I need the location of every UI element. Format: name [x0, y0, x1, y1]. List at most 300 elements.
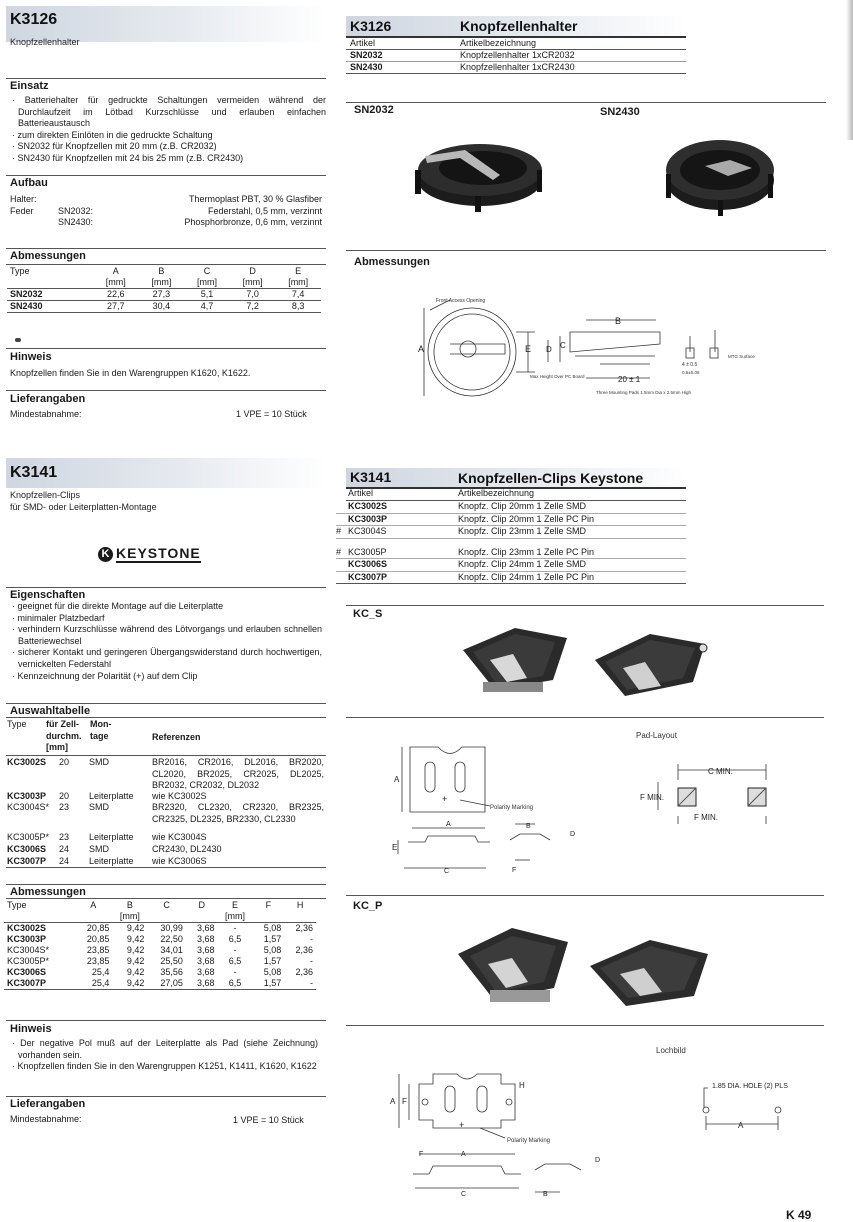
table-row — [4, 956, 316, 967]
aufbau-row — [10, 206, 322, 218]
table-header: B — [126, 900, 133, 910]
new-mark — [336, 501, 348, 513]
table-row — [7, 802, 325, 827]
table-header: D — [198, 900, 205, 910]
table-cell: 2,36 — [295, 923, 313, 933]
table-cell: - — [233, 945, 237, 955]
list-item: · Kennzeichnung der Polarität (+) auf dem Clip — [10, 671, 322, 683]
mounting-pads-label: Three Mounting Pads 1.5mm Dia x 2.5mm High — [596, 390, 692, 395]
table-cell: 25,4 — [91, 967, 110, 977]
list-item — [336, 514, 686, 527]
table-cell: 3,68 — [197, 945, 215, 955]
list-item — [336, 572, 686, 585]
divider — [346, 250, 826, 251]
table-cell: 23 — [59, 802, 70, 812]
table-row — [7, 844, 325, 856]
dim-a-label: A — [738, 1121, 744, 1130]
table-cell: KC3003P — [7, 791, 47, 801]
divider — [6, 175, 326, 176]
kc-p-clip-image — [450, 920, 715, 1010]
table-cell: 2,36 — [295, 967, 313, 977]
table-unit: [mm] — [151, 277, 172, 287]
hole-pattern-drawing — [690, 1078, 800, 1134]
k3141-subtitle-1: Knopfzellen-Clips — [10, 490, 81, 500]
table-cell: 9,42 — [126, 967, 145, 977]
table-cell: Leiterplatte — [89, 856, 134, 866]
table-row — [4, 900, 316, 911]
table-header: Type — [7, 900, 27, 910]
divider — [346, 73, 686, 74]
list-item — [336, 501, 686, 514]
list-item: · minimaler Platzbedarf — [10, 613, 322, 625]
kcs-label: KC_S — [353, 608, 383, 620]
k3141-code: K3141 — [10, 464, 58, 481]
table-header: Type — [10, 266, 30, 276]
k3126-liefer-label: Mindestabnahme: — [10, 409, 82, 419]
sn2032-holder-image — [405, 120, 555, 220]
dim-c-label: C — [444, 868, 450, 875]
table-cell: 5,08 — [263, 923, 282, 933]
k3141-liefer-label: Mindestabnahme: — [10, 1114, 82, 1124]
k3126-code: K3126 — [10, 11, 58, 28]
table-row — [4, 978, 316, 990]
list-item: · sicherer Kontakt und geringeren Übergangswiderstand durch hochwertigen, vernickelten Federstahl — [10, 647, 322, 670]
table-cell: Leiterplatte — [89, 791, 134, 801]
table-cell: KC3003P — [7, 934, 47, 944]
divider — [6, 390, 326, 391]
table-row — [7, 791, 325, 802]
table-cell: 24 — [59, 844, 70, 854]
k3126-aufbau-title: Aufbau — [10, 177, 48, 189]
table-cell: 7,0 — [246, 289, 259, 299]
k3141-eig-title: Eigenschaften — [10, 589, 86, 601]
dot-icon — [15, 338, 21, 342]
aufbau-label — [10, 217, 58, 229]
article-number: KC3002S — [348, 501, 388, 511]
table-cell: Leiterplatte — [89, 832, 134, 842]
table-cell: 1,57 — [263, 934, 282, 944]
table-cell: KC3006S — [7, 967, 47, 977]
ausw-head-montage: Mon-tage — [90, 719, 112, 741]
table-cell: 22,6 — [107, 289, 125, 299]
keystone-logo — [98, 545, 201, 563]
k3141-selection-table — [7, 757, 325, 868]
table-cell: 5,08 — [263, 967, 282, 977]
table-cell: KC3002S — [7, 923, 47, 933]
article-number: KC3004S — [348, 526, 387, 536]
aufbau-value: Phosphorbronze, 0,6 mm, verzinnt — [184, 217, 322, 228]
k3141-abm-title: Abmessungen — [10, 886, 86, 898]
table-header: D — [249, 266, 256, 276]
list-item: · SN2430 für Knopfzellen mit 24 bis 25 mm (z.B. CR2430) — [10, 153, 326, 165]
table-cell: KC3007P — [7, 856, 47, 866]
k3126-liefer-value: 1 VPE = 10 Stück — [236, 409, 307, 419]
divider — [346, 717, 824, 718]
front-access-label: Front Access Opening — [436, 298, 486, 304]
table-row — [4, 911, 316, 923]
table-cell: 9,42 — [126, 923, 145, 933]
table-row — [7, 277, 321, 289]
dim-four-label: 4 ± 0.5 — [682, 362, 698, 368]
table-cell: 23 — [59, 832, 70, 842]
divider — [6, 1096, 326, 1097]
k3141-eig-list — [10, 601, 322, 682]
article-description: Knopfz. Clip 24mm 1 Zelle PC Pin — [458, 571, 595, 582]
table-cell: 20,85 — [86, 923, 110, 933]
table-cell: 23,85 — [86, 956, 110, 966]
polarity-label: Polarity Marking — [507, 1138, 551, 1144]
table-cell: 1,57 — [263, 956, 282, 966]
table-header: E — [232, 900, 239, 910]
divider — [6, 348, 326, 349]
k3126-hinweis-text: Knopfzellen finden Sie in den Warengruppen K1620, K1622. — [10, 368, 251, 378]
table-cell: 24 — [59, 856, 70, 866]
table-cell: 23,85 — [86, 945, 110, 955]
table-cell: 3,68 — [197, 967, 215, 977]
table-cell: - — [310, 934, 313, 944]
aufbau-value: Federstahl, 0,5 mm, verzinnt — [207, 205, 322, 216]
list-item: · zum direkten Einlöten in die gedruckte Schaltung — [10, 130, 326, 142]
table-cell: 3,68 — [197, 978, 215, 988]
f-min-label: F MIN. — [640, 793, 664, 802]
table-cell: 9,42 — [126, 934, 145, 944]
table-cell: CR2430, DL2430 — [152, 844, 222, 854]
divider — [6, 587, 326, 588]
dim-e-label: E — [525, 344, 532, 354]
dim-d-label: D — [570, 831, 576, 838]
pad-layout-drawing — [636, 760, 796, 830]
list-item: · verhindern Kurzschlüsse während des Lötvorgangs und erlauben schnellen Batteriewechsel — [10, 624, 322, 647]
aufbau-row — [10, 217, 322, 229]
list-item: · Knopfzellen finden Sie in den Warengruppen K1251, K1411, K1620, K1622 — [10, 1061, 318, 1073]
table-cell: 27,3 — [152, 289, 171, 299]
new-mark: # — [336, 526, 342, 536]
k3126-right-code: K3126 — [350, 18, 392, 34]
k3141-liefer-title: Lieferangaben — [10, 1098, 86, 1110]
plus-icon: + — [459, 1120, 465, 1130]
table-cell: wie KC3006S — [152, 856, 207, 866]
dim-f-label: F — [419, 1151, 424, 1158]
list-item — [336, 526, 686, 539]
table-cell: KC3004S* — [7, 802, 50, 812]
table-cell: 20 — [59, 791, 70, 801]
table-unit — [147, 911, 185, 923]
scan-edge — [846, 0, 853, 140]
kc-p-dimension-drawing — [385, 1070, 605, 1200]
k3141-dimension-table — [4, 900, 316, 990]
table-cell: 34,01 — [160, 945, 183, 955]
divider — [346, 605, 824, 606]
table-unit: [mm] — [196, 277, 217, 287]
table-cell: KC3002S — [7, 757, 47, 767]
ausw-head-referenzen: Referenzen — [152, 732, 201, 742]
divider — [6, 78, 326, 79]
dim-c-label: C — [461, 1191, 467, 1198]
table-row — [7, 301, 321, 313]
dim-d-label: D — [546, 345, 552, 354]
mtg-surface-label: MTG Surface — [728, 354, 755, 359]
table-cell: 3,68 — [197, 956, 215, 966]
table-row — [7, 266, 321, 277]
aufbau-value: Thermoplast PBT, 30 % Glasfiber — [188, 194, 322, 204]
plus-icon: + — [442, 794, 448, 804]
aufbau-sub — [58, 194, 118, 206]
dim-a-label: A — [461, 1151, 466, 1158]
k3126-subtitle: Knopfzellenhalter — [10, 37, 80, 47]
k3126-abm-title: Abmessungen — [10, 250, 86, 262]
table-cell: - — [310, 978, 313, 988]
divider — [6, 717, 326, 718]
list-item: · Der negative Pol muß auf der Leiterplatte als Pad (siehe Zeichnung) vorhanden sein. — [10, 1038, 318, 1061]
k3141-right-code: K3141 — [350, 469, 392, 485]
table-cell: 9,42 — [126, 956, 145, 966]
article-number: KC3007P — [348, 571, 388, 582]
table-cell: 25,4 — [91, 978, 110, 988]
table-row — [4, 945, 316, 956]
table-cell: 20 — [59, 757, 70, 767]
table-header: C — [203, 266, 211, 276]
hole-label: 1.85 DIA. HOLE (2) PLS — [712, 1083, 788, 1090]
lochbild-caption: Lochbild — [656, 1046, 686, 1055]
dim-a-label: A — [390, 1097, 396, 1106]
k3141-subtitle-2: für SMD- oder Leiterplatten-Montage — [10, 502, 157, 512]
k3141-art-head-1: Artikel — [348, 488, 374, 498]
table-row — [4, 967, 316, 978]
list-item — [336, 547, 686, 560]
k3126-art-head-1: Artikel — [350, 38, 376, 48]
dim-f-label: F — [402, 1097, 407, 1106]
table-cell: SMD — [89, 802, 109, 812]
dim-b-label: B — [526, 823, 531, 830]
divider — [346, 1025, 824, 1026]
ausw-head-diameter: für Zell-durchm. [mm] — [46, 719, 82, 753]
new-mark — [336, 572, 348, 584]
table-header: H — [296, 900, 304, 910]
aufbau-label: Halter: — [10, 194, 37, 204]
article-number: SN2032 — [350, 50, 383, 60]
article-description: Knopfz. Clip 20mm 1 Zelle PC Pin — [458, 513, 595, 524]
divider — [346, 895, 824, 896]
k3126-dimension-table — [7, 266, 321, 313]
dim-f-label: F — [512, 867, 517, 874]
k3126-liefer-title: Lieferangaben — [10, 393, 86, 405]
table-cell: SMD — [89, 757, 109, 767]
k3141-hinweis-list — [10, 1038, 318, 1073]
table-cell: 4,7 — [200, 301, 214, 311]
k3141-right-title: Knopfzellen-Clips Keystone — [458, 470, 644, 486]
keystone-logo-icon: K — [98, 547, 113, 562]
kc-s-dimension-drawing — [390, 742, 590, 877]
sn2430-holder-image — [660, 128, 780, 223]
table-cell: 1,57 — [263, 978, 282, 988]
k3126-art-head-2: Artikelbezeichnung — [460, 38, 537, 48]
table-header: A — [112, 266, 119, 276]
k3126-hinweis-title: Hinweis — [10, 351, 52, 363]
article-description: Knopfz. Clip 23mm 1 Zelle SMD — [458, 526, 587, 536]
article-description: Knopfz. Clip 23mm 1 Zelle PC Pin — [458, 546, 595, 557]
table-cell: 25,50 — [160, 956, 183, 966]
k3141-article-list — [336, 501, 686, 584]
table-cell: KC3005P* — [7, 956, 50, 966]
kc-s-clip-image — [455, 620, 725, 700]
k3126-dimension-drawing — [410, 292, 780, 417]
table-unit — [186, 911, 218, 923]
divider — [6, 703, 326, 704]
table-cell: 8,3 — [291, 301, 305, 311]
list-item: · geeignet für die direkte Montage auf die Leiterplatte — [10, 601, 322, 613]
aufbau-sub: SN2032: — [58, 205, 94, 216]
table-cell: 5,1 — [200, 289, 214, 299]
article-number: KC3006S — [348, 559, 388, 569]
table-cell: 5,08 — [263, 945, 282, 955]
divider — [6, 884, 326, 885]
article-description: Knopfz. Clip 20mm 1 Zelle SMD — [458, 501, 587, 511]
article-number: SN2430 — [350, 62, 383, 72]
list-item — [336, 559, 686, 572]
table-cell: BR2320, CL2320, CR2320, BR2325, CR2325, DL2325, BR2330, CL2330 — [152, 802, 324, 824]
divider — [6, 1020, 326, 1021]
table-row — [7, 757, 325, 791]
k3141-hinweis-title: Hinweis — [10, 1023, 52, 1035]
new-mark — [336, 514, 348, 526]
table-cell: 9,42 — [126, 978, 145, 988]
table-unit: [mm] — [225, 911, 246, 921]
divider — [6, 248, 326, 249]
pad-layout-caption: Pad-Layout — [636, 731, 677, 740]
divider — [6, 867, 326, 868]
page-number: K 49 — [786, 1208, 812, 1222]
table-row — [7, 832, 325, 844]
table-cell: 7,4 — [291, 289, 305, 299]
table-cell: wie KC3004S — [152, 832, 207, 842]
table-cell: - — [233, 923, 237, 933]
polarity-label: Polarity Marking — [490, 805, 534, 811]
table-cell: wie KC3002S — [152, 791, 207, 801]
table-cell: KC3006S — [7, 844, 47, 854]
k3126-aufbau — [10, 194, 322, 229]
k3126-einsatz-title: Einsatz — [10, 80, 49, 92]
article-description: Knopfz. Clip 24mm 1 Zelle SMD — [458, 559, 587, 569]
divider — [346, 102, 826, 103]
dim-e-label: E — [392, 843, 398, 852]
table-cell: 27,05 — [160, 978, 183, 988]
table-cell: SN2430 — [10, 301, 43, 311]
k3141-art-head-2: Artikelbezeichnung — [458, 488, 535, 498]
dim-pt-label: 0.5±0.05 — [682, 370, 700, 375]
table-cell: SMD — [89, 844, 109, 854]
article-number: KC3005P — [348, 546, 387, 557]
table-cell: 2,36 — [295, 945, 313, 955]
article-description: Knopfzellenhalter 1xCR2032 — [460, 50, 575, 60]
table-unit — [7, 277, 93, 289]
table-cell: 3,68 — [197, 923, 215, 933]
table-cell: 9,42 — [126, 945, 145, 955]
table-cell: 6,5 — [228, 956, 242, 966]
dim-a-label: A — [446, 821, 451, 828]
table-unit: [mm] — [105, 277, 126, 287]
k3126-right-abm-title: Abmessungen — [354, 256, 430, 268]
c-min-label: C MIN. — [708, 767, 733, 776]
aufbau-label: Feder — [10, 205, 34, 216]
divider — [6, 898, 326, 899]
table-unit — [74, 911, 112, 923]
ausw-head-type: Type — [7, 719, 27, 729]
table-unit: [mm] — [288, 277, 309, 287]
table-unit — [284, 911, 316, 923]
table-row — [4, 923, 316, 935]
f-min-label-2: F MIN. — [694, 813, 718, 822]
divider — [6, 264, 326, 265]
aufbau-row — [10, 194, 322, 206]
table-cell: 30,4 — [152, 301, 171, 311]
table-cell: 7,2 — [246, 301, 259, 311]
dim-a-label: A — [418, 344, 425, 354]
table-row — [4, 934, 316, 945]
dim-h-label: H — [519, 1081, 525, 1090]
table-cell: 22,50 — [160, 934, 183, 944]
list-item: · SN2032 für Knopfzellen mit 20 mm (z.B. CR2032) — [10, 141, 326, 153]
new-mark — [336, 559, 348, 571]
article-number: KC3003P — [348, 513, 388, 524]
dim-b-label: B — [615, 316, 622, 326]
table-cell: 30,99 — [160, 923, 183, 933]
table-cell: KC3005P* — [7, 832, 50, 842]
list-item: · Batteriehalter für gedruckte Schaltungen vermeiden während der Durchlaufzeit im Lötbad Kurzschlüsse und erlauben einfachen Batterieaustausch — [10, 95, 326, 130]
table-cell: - — [310, 956, 313, 966]
table-unit — [253, 911, 285, 923]
table-header: E — [295, 266, 302, 276]
table-cell: 27,7 — [107, 301, 125, 311]
table-header: C — [163, 900, 170, 910]
kcp-label: KC_P — [353, 900, 383, 912]
k3141-ausw-title: Auswahltabelle — [10, 705, 91, 717]
table-cell: 20,85 — [86, 934, 110, 944]
new-mark: # — [336, 546, 342, 557]
table-cell: SN2032 — [10, 289, 43, 299]
table-row — [7, 289, 321, 301]
table-cell: 35,56 — [160, 967, 183, 977]
table-unit: [mm] — [242, 277, 263, 287]
table-cell: 6,5 — [228, 978, 242, 988]
table-unit: [mm] — [119, 911, 140, 921]
photo-label-sn2032: SN2032 — [354, 104, 394, 116]
table-header: F — [265, 900, 272, 910]
table-cell: KC3007P — [7, 978, 47, 988]
max-height-label: Max Height Over PC Board — [530, 374, 585, 379]
dim-a-label: A — [394, 775, 400, 784]
table-unit — [4, 911, 74, 923]
table-cell: 3,68 — [197, 934, 215, 944]
dim-b-label: B — [543, 1191, 548, 1198]
k3141-liefer-value: 1 VPE = 10 Stück — [233, 1115, 304, 1125]
aufbau-sub: SN2430: — [58, 217, 94, 228]
table-cell: KC3004S* — [7, 945, 50, 955]
photo-label-sn2430: SN2430 — [600, 106, 640, 118]
article-description: Knopfzellenhalter 1xCR2430 — [460, 62, 575, 72]
dim-c-label: C — [560, 341, 566, 350]
table-header: B — [158, 266, 165, 276]
dim-twenty-label: 20 ± 1 — [618, 375, 641, 384]
dim-d-label: D — [595, 1157, 601, 1164]
k3126-einsatz-list — [10, 95, 326, 165]
table-cell: - — [233, 967, 237, 977]
table-cell: BR2016, CR2016, DL2016, BR2020, CL2020, BR2025, CR2025, DL2025, BR2032, CR2032, DL2032 — [152, 757, 324, 791]
table-cell: 6,5 — [228, 934, 242, 944]
divider — [6, 755, 326, 756]
table-header: A — [90, 900, 97, 910]
k3126-right-title: Knopfzellenhalter — [460, 18, 578, 34]
keystone-logo-text: KEYSTONE — [116, 545, 201, 561]
